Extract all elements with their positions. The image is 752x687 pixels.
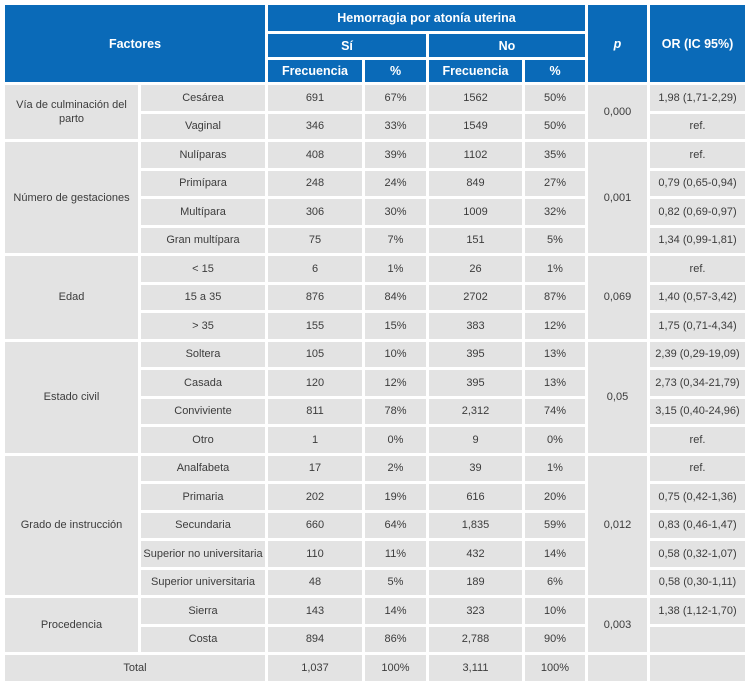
factor-group-cell: Procedencia [5,598,138,652]
or-cell: 1,40 (0,57-3,42) [650,285,745,311]
header-or: OR (IC 95%) [650,5,745,82]
no-frecuencia-cell: 2702 [429,285,522,311]
subcategory-cell: Vaginal [141,114,265,140]
no-frecuencia-cell: 39 [429,456,522,482]
no-pct-cell: 90% [525,627,585,653]
table-row [5,85,745,111]
si-pct-cell: 84% [365,285,426,311]
p-value-cell: 0,05 [588,342,647,453]
no-frecuencia-cell: 432 [429,541,522,567]
header-p [588,5,647,82]
p-value-cell: 0,003 [588,598,647,652]
si-pct-cell: 0% [365,427,426,453]
header-si-pct: % [365,60,426,82]
si-pct-cell: 10% [365,342,426,368]
total-no-frecuencia-cell: 3,111 [429,655,522,681]
si-pct-cell: 1% [365,256,426,282]
subcategory-cell: 15 a 35 [141,285,265,311]
si-pct-cell: 67% [365,85,426,111]
header-no-pct: % [525,60,585,82]
si-pct-cell: 12% [365,370,426,396]
no-pct-cell: 50% [525,85,585,111]
or-cell: 0,75 (0,42-1,36) [650,484,745,510]
no-pct-cell: 1% [525,256,585,282]
si-frecuencia-cell: 143 [268,598,362,624]
si-pct-cell: 86% [365,627,426,653]
total-p-cell [588,655,647,681]
subcategory-cell: Primípara [141,171,265,197]
header-no: No [429,34,585,57]
si-frecuencia-cell: 660 [268,513,362,539]
no-pct-cell: 35% [525,142,585,168]
header-p-label: p [613,36,622,51]
si-pct-cell: 39% [365,142,426,168]
si-pct-cell: 19% [365,484,426,510]
no-frecuencia-cell: 151 [429,228,522,254]
no-pct-cell: 13% [525,342,585,368]
or-cell: 0,58 (0,32-1,07) [650,541,745,567]
or-cell: ref. [650,427,745,453]
table-row [5,342,745,368]
factor-group-cell: Grado de instrucción [5,456,138,596]
no-frecuencia-cell: 1,835 [429,513,522,539]
si-pct-cell: 24% [365,171,426,197]
si-frecuencia-cell: 105 [268,342,362,368]
no-frecuencia-cell: 1102 [429,142,522,168]
no-pct-cell: 32% [525,199,585,225]
or-cell: 1,75 (0,71-4,34) [650,313,745,339]
no-frecuencia-cell: 2,312 [429,399,522,425]
or-cell: ref. [650,114,745,140]
no-frecuencia-cell: 1009 [429,199,522,225]
subcategory-cell: Casada [141,370,265,396]
factor-group-cell: Edad [5,256,138,339]
si-frecuencia-cell: 202 [268,484,362,510]
or-cell: 2,73 (0,34-21,79) [650,370,745,396]
subcategory-cell: Superior universitaria [141,570,265,596]
si-pct-cell: 5% [365,570,426,596]
si-pct-cell: 78% [365,399,426,425]
no-pct-cell: 1% [525,456,585,482]
si-frecuencia-cell: 248 [268,171,362,197]
table-header [5,5,745,82]
total-si-frecuencia-cell: 1,037 [268,655,362,681]
table-row [5,456,745,482]
table-body [5,85,745,681]
si-frecuencia-cell: 876 [268,285,362,311]
data-table-container [5,5,748,684]
no-pct-cell: 74% [525,399,585,425]
no-frecuencia-cell: 383 [429,313,522,339]
header-group-title: Hemorragia por atonía uterina [268,5,585,31]
subcategory-cell: > 35 [141,313,265,339]
or-cell: 1,38 (1,12-1,70) [650,598,745,624]
no-pct-cell: 6% [525,570,585,596]
no-pct-cell: 5% [525,228,585,254]
no-frecuencia-cell: 189 [429,570,522,596]
results-table [2,2,748,684]
subcategory-cell: Analfabeta [141,456,265,482]
or-cell [650,627,745,653]
p-value-cell: 0,001 [588,142,647,253]
si-frecuencia-cell: 155 [268,313,362,339]
no-frecuencia-cell: 9 [429,427,522,453]
no-pct-cell: 10% [525,598,585,624]
subcategory-cell: Conviviente [141,399,265,425]
si-frecuencia-cell: 6 [268,256,362,282]
table-row [5,256,745,282]
no-frecuencia-cell: 323 [429,598,522,624]
no-pct-cell: 12% [525,313,585,339]
table-row [5,142,745,168]
si-pct-cell: 2% [365,456,426,482]
si-frecuencia-cell: 346 [268,114,362,140]
subcategory-cell: < 15 [141,256,265,282]
si-frecuencia-cell: 408 [268,142,362,168]
si-pct-cell: 11% [365,541,426,567]
table-row [5,598,745,624]
si-pct-cell: 64% [365,513,426,539]
factor-group-cell: Estado civil [5,342,138,453]
si-frecuencia-cell: 1 [268,427,362,453]
no-pct-cell: 27% [525,171,585,197]
no-frecuencia-cell: 2,788 [429,627,522,653]
or-cell: 3,15 (0,40-24,96) [650,399,745,425]
total-row [5,655,745,681]
or-cell: 1,98 (1,71-2,29) [650,85,745,111]
si-frecuencia-cell: 894 [268,627,362,653]
or-cell: 0,82 (0,69-0,97) [650,199,745,225]
total-no-pct-cell: 100% [525,655,585,681]
no-pct-cell: 0% [525,427,585,453]
factor-group-cell: Número de gestaciones [5,142,138,253]
subcategory-cell: Multípara [141,199,265,225]
no-frecuencia-cell: 1562 [429,85,522,111]
or-cell: ref. [650,256,745,282]
factor-group-cell: Vía de culminación del parto [5,85,138,139]
subcategory-cell: Otro [141,427,265,453]
total-or-cell [650,655,745,681]
si-frecuencia-cell: 110 [268,541,362,567]
si-frecuencia-cell: 811 [268,399,362,425]
no-pct-cell: 20% [525,484,585,510]
no-pct-cell: 13% [525,370,585,396]
subcategory-cell: Gran multípara [141,228,265,254]
header-si-frecuencia: Frecuencia [268,60,362,82]
no-pct-cell: 14% [525,541,585,567]
p-value-cell: 0,000 [588,85,647,139]
subcategory-cell: Primaria [141,484,265,510]
no-frecuencia-cell: 395 [429,342,522,368]
total-si-pct-cell: 100% [365,655,426,681]
no-frecuencia-cell: 616 [429,484,522,510]
p-value-cell: 0,012 [588,456,647,596]
si-pct-cell: 15% [365,313,426,339]
no-frecuencia-cell: 849 [429,171,522,197]
or-cell: 0,58 (0,30-1,11) [650,570,745,596]
no-frecuencia-cell: 26 [429,256,522,282]
no-frecuencia-cell: 1549 [429,114,522,140]
header-no-frecuencia: Frecuencia [429,60,522,82]
or-cell: 2,39 (0,29-19,09) [650,342,745,368]
si-pct-cell: 14% [365,598,426,624]
subcategory-cell: Nulíparas [141,142,265,168]
no-pct-cell: 50% [525,114,585,140]
si-frecuencia-cell: 306 [268,199,362,225]
si-pct-cell: 30% [365,199,426,225]
header-si: Sí [268,34,426,57]
total-label-cell: Total [5,655,265,681]
or-cell: 0,79 (0,65-0,94) [650,171,745,197]
subcategory-cell: Costa [141,627,265,653]
no-frecuencia-cell: 395 [429,370,522,396]
si-pct-cell: 33% [365,114,426,140]
si-frecuencia-cell: 75 [268,228,362,254]
si-frecuencia-cell: 691 [268,85,362,111]
header-factores: Factores [5,5,265,82]
or-cell: 0,83 (0,46-1,47) [650,513,745,539]
si-pct-cell: 7% [365,228,426,254]
si-frecuencia-cell: 17 [268,456,362,482]
si-frecuencia-cell: 48 [268,570,362,596]
no-pct-cell: 59% [525,513,585,539]
no-pct-cell: 87% [525,285,585,311]
or-cell: ref. [650,456,745,482]
p-value-cell: 0,069 [588,256,647,339]
si-frecuencia-cell: 120 [268,370,362,396]
subcategory-cell: Cesárea [141,85,265,111]
subcategory-cell: Sierra [141,598,265,624]
subcategory-cell: Superior no universitaria [141,541,265,567]
or-cell: 1,34 (0,99-1,81) [650,228,745,254]
subcategory-cell: Soltera [141,342,265,368]
or-cell: ref. [650,142,745,168]
subcategory-cell: Secundaria [141,513,265,539]
